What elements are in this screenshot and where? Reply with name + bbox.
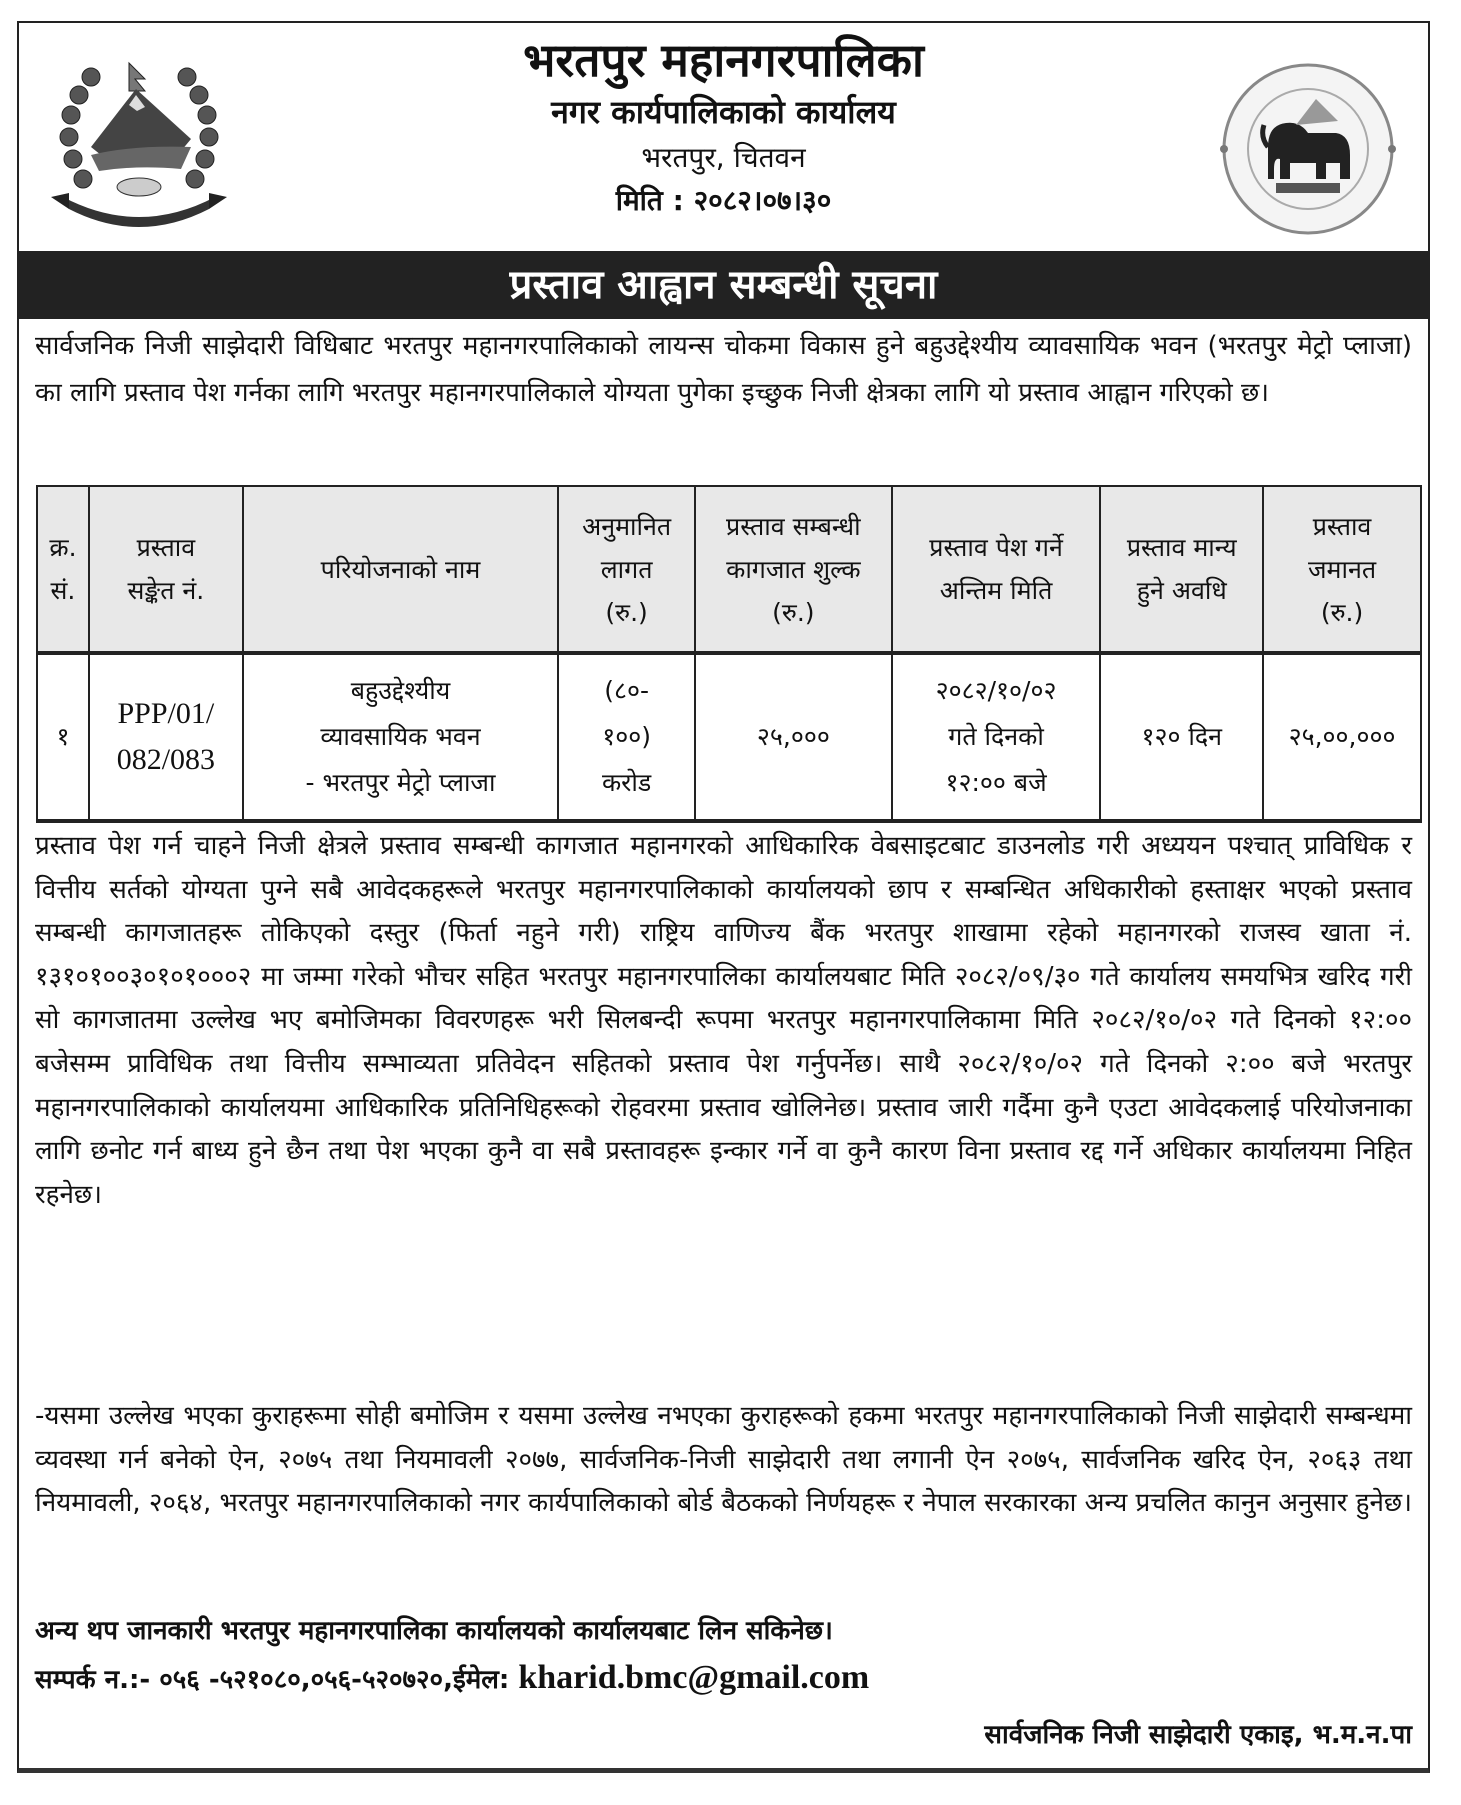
contact-email-link[interactable]: kharid.bmc@gmail.com — [518, 1659, 870, 1696]
cell-deadline: २०८२/१०/०२ गते दिनको १२:०० बजे — [892, 653, 1101, 821]
cell-sn: १ — [37, 653, 89, 821]
contact-phones: सम्पर्क न.:- ०५६ -५२१०८०,०५६-५२०७२०,ईमेल: — [35, 1665, 510, 1695]
notice-date: मिति : २०८२।०७।३० — [615, 184, 832, 217]
office-location: भरतपुर, चितवन — [641, 141, 806, 174]
column-header-code: प्रस्ताव सङ्केत नं. — [89, 486, 243, 653]
submission-instructions: प्रस्ताव पेश गर्न चाहने निजी क्षेत्रले प्रस्ताव सम्बन्धी कागजात महानगरको आधिकारिक वेबसाइटबाट डाउनलोड गरी अध्ययन पश्चात् प्राविधिक र वित्तीय सर्तको योग्यता पुग्ने सबै आवेदकहरूले भरतपुर महानगरपालिकाको कार्यालयको छाप र सम्बन्धित अधिकारीको हस्ताक्षर भएको प्रस्ताव सम्बन्धी कागजातहरू तोकिएको दस्तुर (फिर्ता नहुने गरी) राष्ट्रिय वाणिज्य बैंक भरतपुर शाखामा रहेको महानगरको राजस्व खाता नं. १३१०१००३०१०१०००२ मा जम्मा गरेको भौचर सहित भरतपुर महानगरपालिका कार्यालयबाट मिति २०८२/०९/३० गते कार्यालय समयभित्र खरिद गरी सो कागजातमा उल्लेख भए बमोजिमका विवरणहरू भरी सिलबन्दी रूपमा भरतपुर महानगरपालिकामा मिति २०८२/१०/०२ गते दिनको १२:०० बजेसम्म प्राविधिक तथा वित्तीय सम्भाव्यता प्रतिवेदन सहितको प्रस्ताव पेश गर्नुपर्नेछ। साथै २०८२/१०/०२ गते दिनको २:०० बजे भरतपुर महानगरपालिकाको कार्यालयमा आधिकारिक प्रतिनिधिहरूको रोहवरमा प्रस्ताव खोलिनेछ। प्रस्ताव जारी गर्दैमा कुनै एउटा आवेदकलाई परियोजनाका लागि छनोट गर्न बाध्य हुने छैन तथा पेश भएका कुनै वा सबै प्रस्तावहरू इन्कार गर्ने वा कुनै कारण विना प्रस्ताव रद्द गर्ने अधिकार कार्यालयमा निहित रहनेछ। — [35, 831, 1412, 1210]
cell-estimated-cost: (८०- १००) करोड — [558, 653, 695, 821]
more-info-line: अन्य थप जानकारी भरतपुर महानगरपालिका कार्यालयको कार्यालयबाट लिन सकिनेछ। — [35, 1616, 833, 1646]
column-header-sn: क्र. सं. — [37, 486, 89, 653]
notice-title-banner — [19, 251, 1428, 319]
table-header-row — [37, 486, 1421, 653]
issuing-unit: सार्वजनिक निजी साझेदारी एकाइ, भ.म.न.पा — [984, 1720, 1412, 1750]
column-header-deadline: प्रस्ताव पेश गर्ने अन्तिम मिति — [892, 486, 1101, 653]
cell-document-fee: २५,००० — [695, 653, 892, 821]
terms-paragraph — [35, 825, 1412, 1217]
cell-bid-security: २५,००,००० — [1263, 653, 1421, 821]
cell-validity: १२० दिन — [1100, 653, 1263, 821]
contact-line — [35, 1656, 869, 1702]
notice-frame — [17, 21, 1430, 1773]
notice-title: प्रस्ताव आह्वान सम्बन्धी सूचना — [509, 262, 938, 308]
column-header-bid-security: प्रस्ताव जमानत (रु.) — [1263, 486, 1421, 653]
letterhead-title-block — [259, 31, 1188, 221]
bharatpur-metropolitan-seal-icon — [1216, 59, 1400, 239]
column-header-project-name: परियोजनाको नाम — [243, 486, 558, 653]
table-row — [37, 653, 1421, 821]
legal-basis-paragraph — [35, 1395, 1412, 1526]
cell-project-name: बहुउद्देश्यीय व्यावसायिक भवन - भरतपुर मेट्रो प्लाजा — [243, 653, 558, 821]
column-header-document-fee: प्रस्ताव सम्बन्धी कागजात शुल्क (रु.) — [695, 486, 892, 653]
legal-basis-text: -यसमा उल्लेख भएका कुराहरूमा सोही बमोजिम र यसमा उल्लेख नभएका कुराहरूको हकमा भरतपुर महानगरपालिकाको निजी साझेदारी सम्बन्धमा व्यवस्था गर्न बनेको ऐन, २०७५ तथा नियमावली २०७७, सार्वजनिक-निजी साझेदारी तथा लगानी ऐन २०७५, सार्वजनिक खरिद ऐन, २०६३ तथा नियमावली, २०६४, भरतपुर महानगरपालिकाको नगर कार्यपालिकाको बोर्ड बैठकको निर्णयहरू र नेपाल सरकारका अन्य प्रचलित कानुन अनुसार हुनेछ। — [35, 1401, 1412, 1519]
column-header-validity: प्रस्ताव मान्य हुने अवधि — [1100, 486, 1263, 653]
intro-paragraph: सार्वजनिक निजी साझेदारी विधिबाट भरतपुर महानगरपालिकाको लायन्स चोकमा विकास हुने बहुउद्देश्यीय व्यावसायिक भवन (भरतपुर मेट्रो प्लाजा) का लागि प्रस्ताव पेश गर्नका लागि भरतपुर महानगरपालिकाले योग्यता पुगेका इच्छुक निजी क्षेत्रका लागि यो प्रस्ताव आह्वान गरिएको छ। — [35, 331, 1412, 408]
letterhead — [19, 23, 1428, 251]
nepal-national-emblem-icon — [41, 47, 237, 227]
proposal-table — [36, 485, 1422, 823]
column-header-estimated-cost: अनुमानित लागत (रु.) — [558, 486, 695, 653]
office-name: नगर कार्यपालिकाको कार्यालय — [551, 93, 896, 131]
organization-name: भरतपुर महानगरपालिका — [523, 33, 924, 87]
cell-code: PPP/01/ 082/083 — [89, 653, 243, 821]
